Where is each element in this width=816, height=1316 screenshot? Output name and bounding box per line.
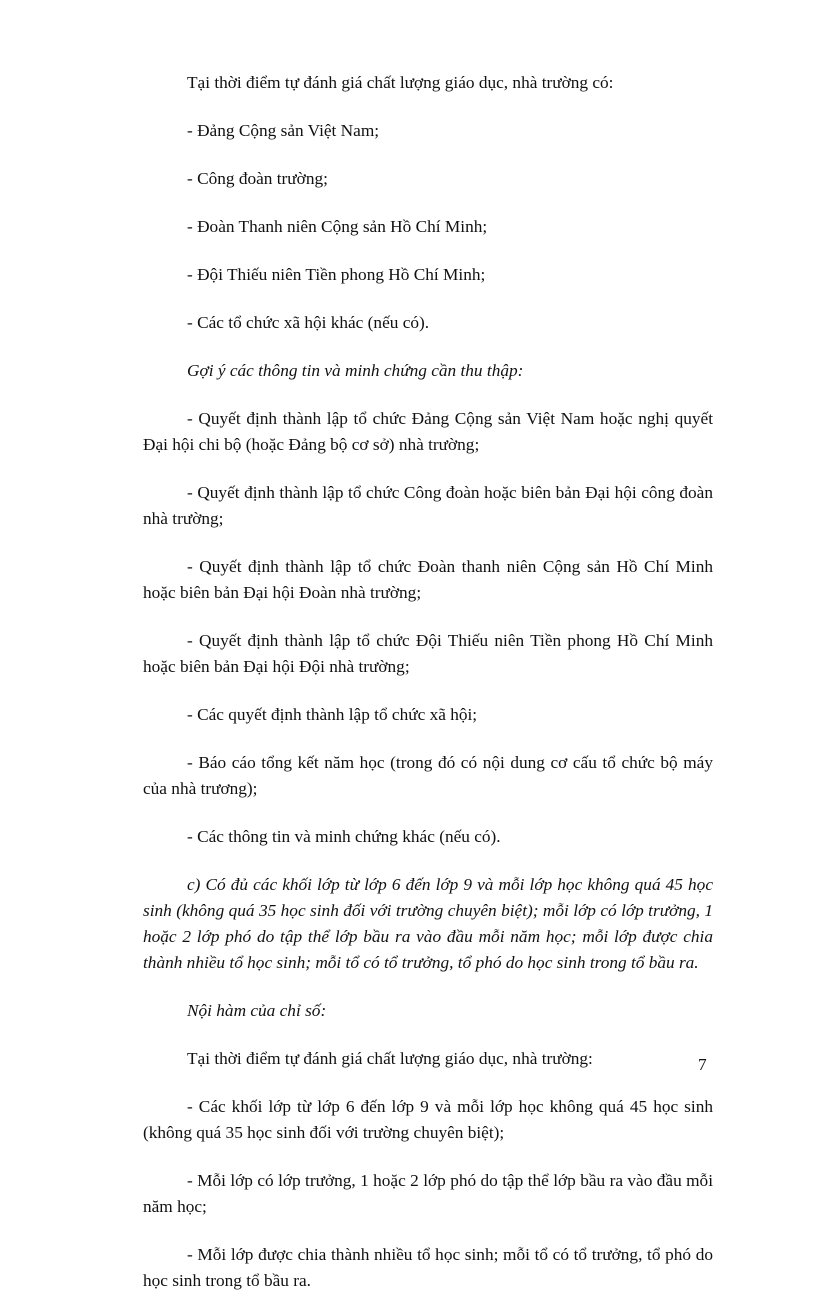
- intro-paragraph: Tại thời điểm tự đánh giá chất lượng giáo dục, nhà trường có:: [187, 73, 614, 92]
- evidence-heading: Gợi ý các thông tin và minh chứng cần thu thập:: [187, 361, 524, 380]
- list-item-doi-thieu-nien: - Đội Thiếu niên Tiền phong Hồ Chí Minh;: [187, 265, 486, 284]
- evidence-item-doi: - Quyết định thành lập tổ chức Đội Thiếu niên Tiền phong Hồ Chí Minh hoặc biên bản Đại hội Đội nhà trường;: [143, 631, 713, 676]
- criterion-c: c) Có đủ các khối lớp từ lớp 6 đến lớp 9 và mỗi lớp học không quá 45 học sinh (không quá 35 học sinh đối với trường chuyên biệt); mỗi lớp có lớp trưởng, 1 hoặc 2 lớp phó do tập thể lớp bầu ra vào đầu mỗi năm học; mỗi lớp được chia thành nhiều tổ học sinh; mỗi tổ có tổ trưởng, tổ phó do học sinh trong tổ bầu ra.: [143, 875, 713, 972]
- list-item-cong-doan: - Công đoàn trường;: [187, 169, 328, 188]
- indicator-item-to-hoc-sinh: - Mỗi lớp được chia thành nhiều tổ học sinh; mỗi tổ có tổ trưởng, tổ phó do học sinh trong tổ bầu ra.: [143, 1245, 713, 1290]
- list-item-doan-thanh-nien: - Đoàn Thanh niên Cộng sản Hồ Chí Minh;: [187, 217, 488, 236]
- evidence-item-cong-doan: - Quyết định thành lập tổ chức Công đoàn hoặc biên bản Đại hội công đoàn nhà trường;: [143, 483, 713, 528]
- indicator-intro: Tại thời điểm tự đánh giá chất lượng giáo dục, nhà trường:: [187, 1049, 593, 1068]
- list-item-to-chuc-khac: - Các tổ chức xã hội khác (nếu có).: [187, 313, 430, 332]
- evidence-item-xa-hoi: - Các quyết định thành lập tổ chức xã hội;: [187, 705, 478, 724]
- evidence-item-doan: - Quyết định thành lập tổ chức Đoàn thanh niên Cộng sản Hồ Chí Minh hoặc biên bản Đại hội Đoàn nhà trường;: [143, 557, 713, 602]
- document-page: [143, 70, 713, 1316]
- list-item-dang: - Đảng Cộng sản Việt Nam;: [187, 121, 380, 140]
- indicator-item-lop-truong: - Mỗi lớp có lớp trưởng, 1 hoặc 2 lớp phó do tập thể lớp bầu ra vào đầu mỗi năm học;: [143, 1171, 713, 1216]
- evidence-item-bao-cao: - Báo cáo tổng kết năm học (trong đó có nội dung cơ cấu tổ chức bộ máy của nhà trương);: [143, 753, 713, 798]
- indicator-heading: Nội hàm của chỉ số:: [187, 1001, 327, 1020]
- evidence-item-khac: - Các thông tin và minh chứng khác (nếu có).: [187, 827, 501, 846]
- page-number: 7: [698, 1055, 707, 1074]
- evidence-item-dang: - Quyết định thành lập tổ chức Đảng Cộng sản Việt Nam hoặc nghị quyết Đại hội chi bộ (hoặc Đảng bộ cơ sở) nhà trường;: [143, 409, 713, 454]
- indicator-item-khoi-lop: - Các khối lớp từ lớp 6 đến lớp 9 và mỗi lớp học không quá 45 học sinh (không quá 35 học sinh đối với trường chuyên biệt);: [143, 1097, 713, 1142]
